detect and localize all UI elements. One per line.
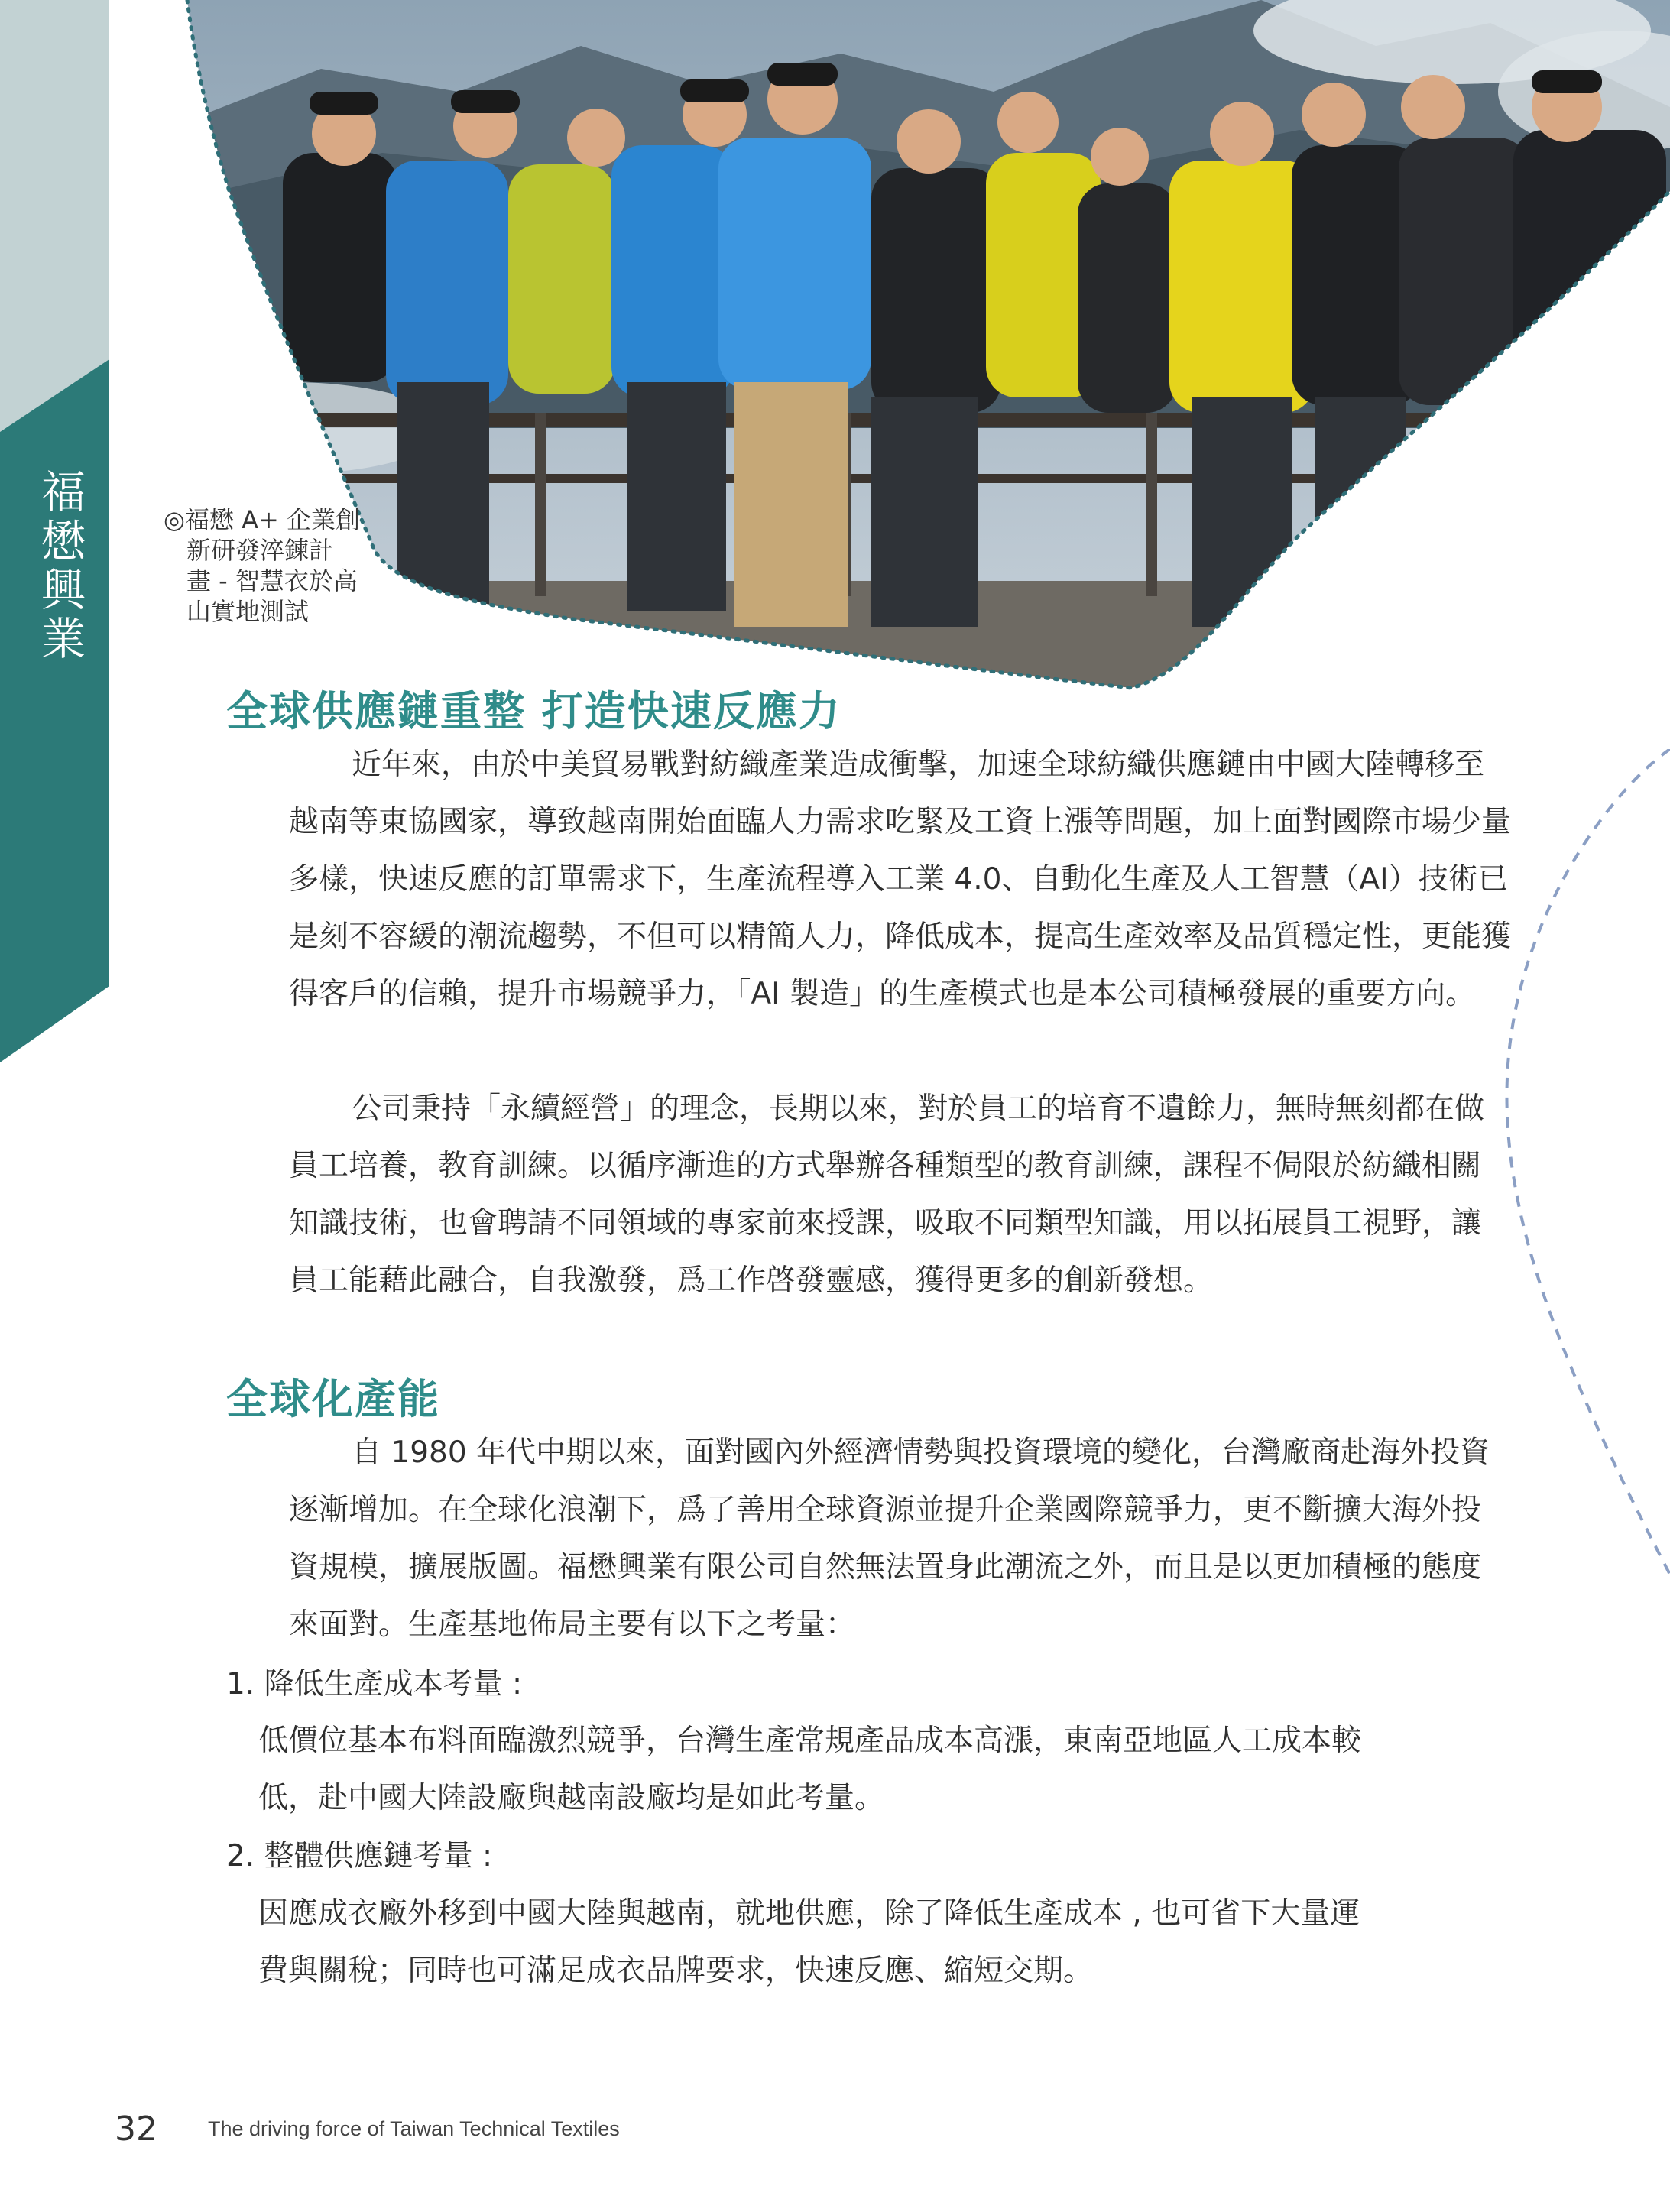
paragraph-line: 資規模，擴展版圖。福懋興業有限公司自然無法置身此潮流之外，而且是以更加積極的態度 xyxy=(289,1550,1482,1584)
paragraph-line: 來面對。生產基地佈局主要有以下之考量： xyxy=(289,1607,856,1642)
paragraph-line: 越南等東協國家，導致越南開始面臨人力需求吃緊及工資上漲等問題，加上面對國際市場少量 xyxy=(289,805,1512,839)
page-number: 32 xyxy=(115,2110,157,2149)
paragraph-line: 多樣，快速反應的訂單需求下，生產流程導入工業 4.0、自動化生產及人工智慧（AI）技術已 xyxy=(289,862,1508,897)
section-heading: 全球化產能 xyxy=(226,1375,440,1423)
paragraph-line: 員工培養，教育訓練。以循序漸進的方式舉辦各種類型的教育訓練，課程不侷限於紡織相關 xyxy=(289,1149,1482,1183)
paragraph-line: 知識技術，也會聘請不同領域的專家前來授課，吸取不同類型知識，用以拓展員工視野，讓 xyxy=(289,1206,1482,1241)
caption-line: ◎福懋 A+ 企業創 xyxy=(164,505,360,534)
paragraph-line: 是刻不容緩的潮流趨勢，不但可以精簡人力，降低成本，提高生產效率及品質穩定性，更能獲 xyxy=(289,920,1512,954)
list-item-body xyxy=(258,1712,1451,1827)
list-item-line: 費與關稅；同時也可滿足成衣品牌要求，快速反應、縮短交期。 xyxy=(258,1954,1094,1988)
photo-caption xyxy=(164,504,378,627)
side-label-char: 福 xyxy=(41,466,87,518)
list-item-line: 因應成衣廠外移到中國大陸與越南，就地供應，除了降低生產成本 , 也可省下大量運 xyxy=(258,1896,1360,1931)
list-item-title: 2. 整體供應鏈考量 : xyxy=(226,1839,493,1873)
paragraph-line: 得客戶的信賴，提升市場競爭力，「AI 製造」的生產模式也是本公司積極發展的重要方向。 xyxy=(289,977,1476,1011)
paragraph xyxy=(226,736,1512,1023)
list-item-body xyxy=(258,1885,1451,2000)
side-label-char: 興 xyxy=(41,564,87,616)
list-item-title: 1. 降低生產成本考量 : xyxy=(226,1667,523,1701)
paragraph-line: 員工能藉此融合，自我激發，爲工作啓發靈感，獲得更多的創新發想。 xyxy=(289,1263,1214,1298)
paragraph-line: 公司秉持「永續經營」的理念，長期以來，對於員工的培育不遺餘力，無時無刻都在做 xyxy=(352,1091,1485,1126)
paragraph xyxy=(226,1080,1485,1309)
caption-line: 新研發淬鍊計 xyxy=(186,536,334,565)
caption-line: 山實地測試 xyxy=(186,597,310,626)
footer-text: The driving force of Taiwan Technical Textiles xyxy=(208,2117,620,2140)
paragraph-line: 近年來，由於中美貿易戰對紡織產業造成衝擊，加速全球紡織供應鏈由中國大陸轉移至 xyxy=(352,748,1485,782)
side-label-char: 業 xyxy=(41,613,87,665)
side-label-char: 懋 xyxy=(41,515,87,567)
section-heading: 全球供應鏈重整 打造快速反應力 xyxy=(226,687,841,735)
paragraph-line: 逐漸增加。在全球化浪潮下，爲了善用全球資源並提升企業國際競爭力，更不斷擴大海外投 xyxy=(289,1493,1482,1527)
list-item-line: 低，赴中國大陸設廠與越南設廠均是如此考量。 xyxy=(258,1781,885,1815)
caption-line: 畫 - 智慧衣於高 xyxy=(186,566,358,595)
paragraph xyxy=(226,1424,1490,1653)
list-item-line: 低價位基本布料面臨激烈競爭，台灣生產常規產品成本高漲，東南亞地區人工成本較 xyxy=(258,1724,1362,1758)
paragraph-line: 自 1980 年代中期以來，面對國內外經濟情勢與投資環境的變化，台灣廠商赴海外投資 xyxy=(352,1435,1490,1470)
